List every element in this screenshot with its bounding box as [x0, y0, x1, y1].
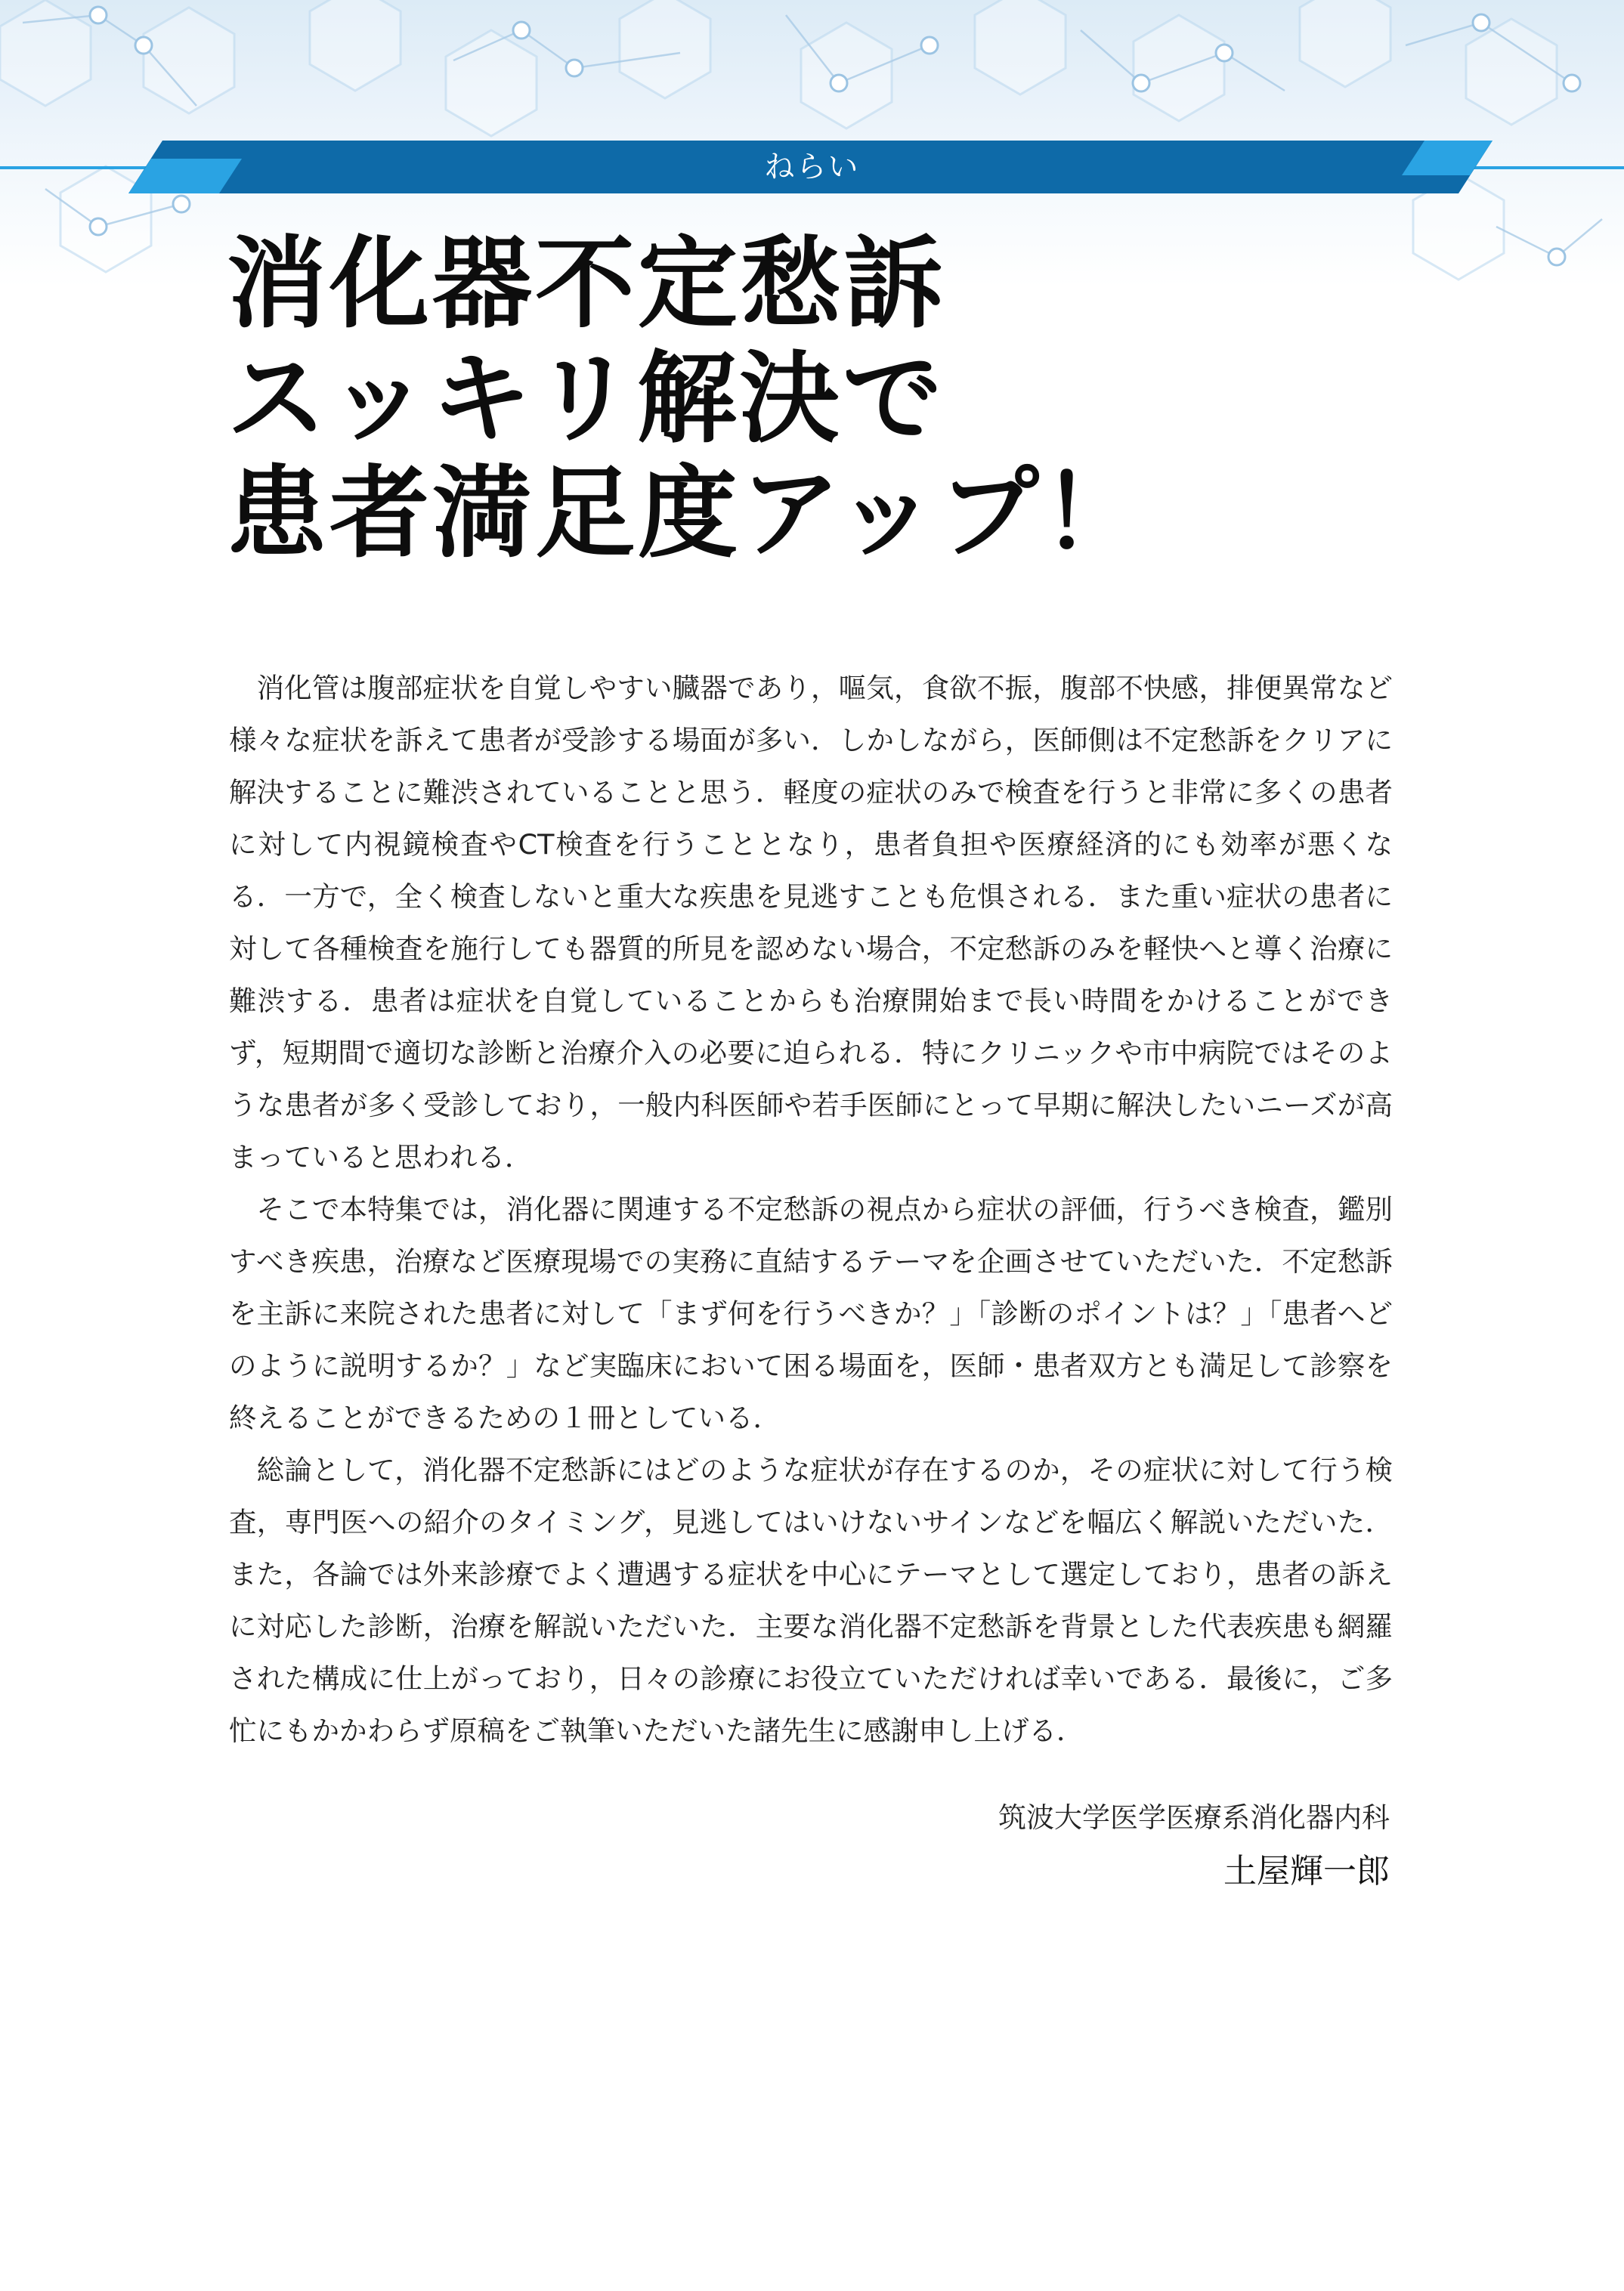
author-affiliation: 筑波大学医学医療系消化器内科 — [998, 1801, 1390, 1834]
title-line-1: 消化器不定愁訴 — [227, 226, 946, 342]
body-paragraph-3: 総論として，消化器不定愁訴にはどのような症状が存在するのか，その症状に対して行う検査，専門医への紹介のタイミング，見逃してはいけないサインなどを幅広く解説いただいた．また，各論では外来診療でよく遭遇する症状を中心にテーマとして選定しており，患者の訴えに対応した診断，治療を解説いただいた．主要な消化器不定愁訴を背景とした代表疾患も網羅された構成に仕上がっており，日々の診療にお役立ていただければ幸いである．最後に，ご多忙にもかかわらず原稿をご執筆いただいた諸先生に感謝申し上げる． — [229, 1454, 1393, 1747]
body-paragraph-2: そこで本特集では，消化器に関連する不定愁訴の視点から症状の評価，行うべき検査，鑑別すべき疾患，治療など医療現場での実務に直結するテーマを企画させていただいた．不定愁訴を主訴に来院された患者に対して「まず何を行うべきか？」「診断のポイントは？」「患者へどのように説明するか？」など実臨床において困る場面を，医師・患者双方とも満足して診察を終えることができるための１冊としている． — [229, 1193, 1393, 1434]
title-line-3: 患者満足度アップ！ — [227, 456, 1145, 572]
body-paragraph-1: 消化管は腹部症状を自覚しやすい臓器であり，嘔気，食欲不振，腹部不快感，排便異常など様々な症状を訴えて患者が受診する場面が多い．しかしながら，医師側は不定愁訴をクリアに解決することに難渋されていることと思う．軽度の症状のみで検査を行うと非常に多くの患者に対して内視鏡検査やCT検査を行うこととなり，患者負担や医療経済的にも効率が悪くなる．一方で，全く検査しないと重大な疾患を見逃すことも危惧される．また重い症状の患者に対して各種検査を施行しても器質的所見を認めない場合，不定愁訴のみを軽快へと導く治療に難渋する．患者は症状を自覚していることからも治療開始まで長い時間をかけることができず，短期間で適切な診断と治療介入の必要に迫られる．特にクリニックや市中病院ではそのような患者が多く受診しており，一般内科医師や若手医師にとって早期に解決したいニーズが高まっていると思われる． — [229, 672, 1393, 1173]
section-label: ねらい — [764, 150, 860, 184]
title-line-2: スッキリ解決で — [227, 341, 945, 457]
author-name: 土屋輝一郎 — [1223, 1852, 1390, 1891]
signature-block — [998, 1795, 1390, 1897]
section-banner — [0, 141, 1624, 193]
body-text — [229, 662, 1393, 1757]
page-title — [227, 227, 1511, 571]
